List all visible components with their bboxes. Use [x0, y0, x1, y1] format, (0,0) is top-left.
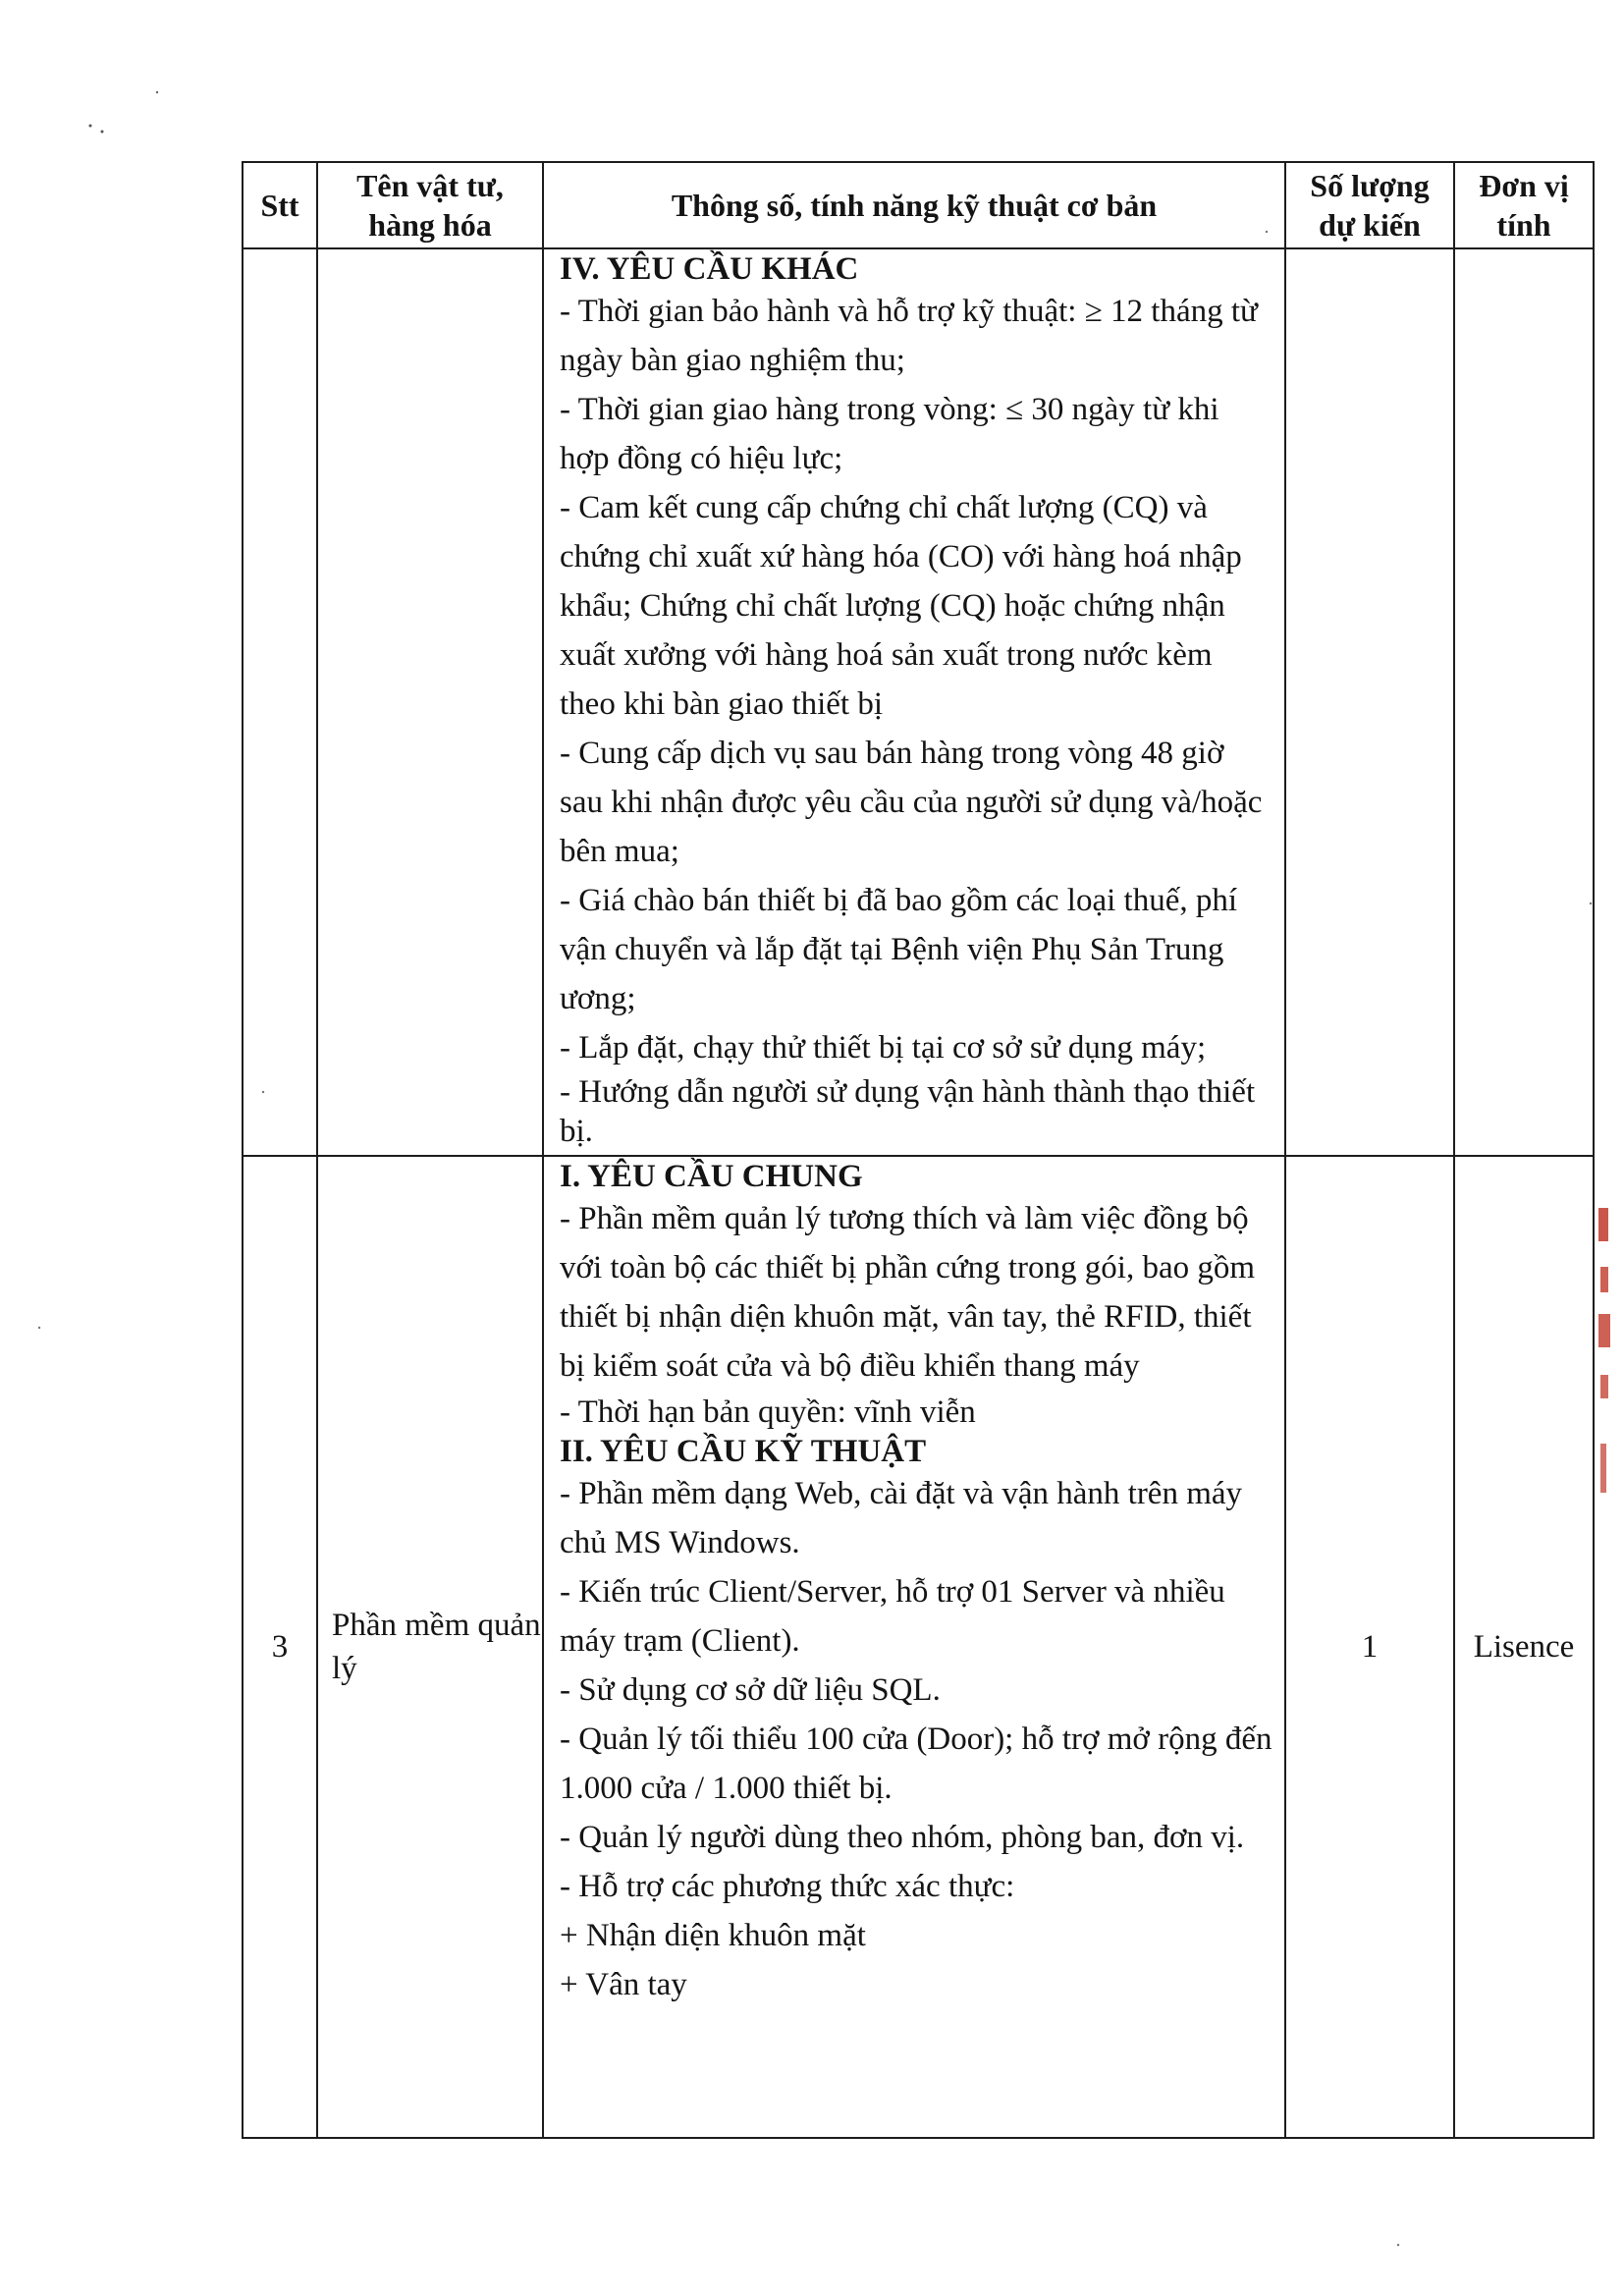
cell-item-name: Phần mềm quản lý: [317, 1156, 543, 2138]
header-unit-line1: Đơn vị: [1479, 168, 1569, 203]
header-stt: Stt: [243, 162, 317, 248]
spec-line: - Cung cấp dịch vụ sau bán hàng trong vòng 48 giờ sau khi nhận được yêu cầu của người sử dụng và/hoặc bên mua;: [560, 736, 1263, 869]
header-item-name-line2: hàng hóa: [368, 207, 492, 243]
section-heading-other-requirements: IV. YÊU CẦU KHÁC: [560, 251, 859, 287]
stamp-edge-mark: [1593, 1208, 1616, 1503]
section-heading-technical-requirements: II. YÊU CẦU KỸ THUẬT: [560, 1434, 927, 1469]
spec-line: - Kiến trúc Client/Server, hỗ trợ 01 Server và nhiều máy trạm (Client).: [560, 1574, 1225, 1659]
spec-line: - Hướng dẫn người sử dụng vận hành thành thạo thiết bị.: [560, 1074, 1256, 1149]
spec-line: - Thời gian giao hàng trong vòng: ≤ 30 ngày từ khi hợp đồng có hiệu lực;: [560, 392, 1219, 476]
spec-line: - Sử dụng cơ sở dữ liệu SQL.: [560, 1672, 941, 1708]
spec-line: - Phần mềm dạng Web, cài đặt và vận hành trên máy chủ MS Windows.: [560, 1476, 1243, 1560]
header-specification: Thông số, tính năng kỹ thuật cơ bản: [543, 162, 1285, 248]
spec-line: + Vân tay: [560, 1967, 687, 2002]
spec-line: - Quản lý người dùng theo nhóm, phòng ban, đơn vị.: [560, 1820, 1245, 1855]
spec-line: - Cam kết cung cấp chứng chỉ chất lượng (CQ) và chứng chỉ xuất xứ hàng hóa (CO) với hàng hoá nhập khẩu; Chứng chỉ chất lượng (CQ) hoặc chứng nhận xuất xưởng với hàng hoá sản xuất trong nước kèm theo khi bàn giao thiết bị: [560, 490, 1242, 722]
spec-line: - Phần mềm quản lý tương thích và làm việc đồng bộ với toàn bộ các thiết bị phần cứng trong gói, bao gồm thiết bị nhận diện khuôn mặt, vân tay, thẻ RFID, thiết bị kiểm soát cửa và bộ điều khiển thang máy: [560, 1201, 1256, 1384]
spec-line: - Hỗ trợ các phương thức xác thực:: [560, 1869, 1015, 1904]
header-unit-line2: tính: [1496, 207, 1551, 243]
cell-unit: Lisence: [1454, 1156, 1594, 2138]
header-quantity-line1: Số lượng: [1310, 168, 1430, 203]
spec-line: + Nhận diện khuôn mặt: [560, 1918, 866, 1953]
spec-line: - Giá chào bán thiết bị đã bao gồm các loại thuế, phí vận chuyển và lắp đặt tại Bệnh viện Phụ Sản Trung ương;: [560, 883, 1238, 1016]
spec-line: - Quản lý tối thiểu 100 cửa (Door); hỗ trợ mở rộng đến 1.000 cửa / 1.000 thiết bị.: [560, 1722, 1272, 1806]
header-item-name-line1: Tên vật tư,: [356, 168, 504, 203]
cell-stt-3: 3: [243, 1156, 317, 2138]
spec-line: - Thời gian bảo hành và hỗ trợ kỹ thuật: ≥ 12 tháng từ ngày bàn giao nghiệm thu;: [560, 294, 1258, 378]
cell-quantity: 1: [1285, 1156, 1454, 2138]
spec-line: - Lắp đặt, chạy thử thiết bị tại cơ sở sử dụng máy;: [560, 1030, 1207, 1066]
spec-line: - Thời hạn bản quyền: vĩnh viễn: [560, 1394, 976, 1430]
section-heading-general-requirements: I. YÊU CẦU CHUNG: [560, 1159, 863, 1194]
header-quantity-line2: dự kiến: [1319, 207, 1421, 243]
